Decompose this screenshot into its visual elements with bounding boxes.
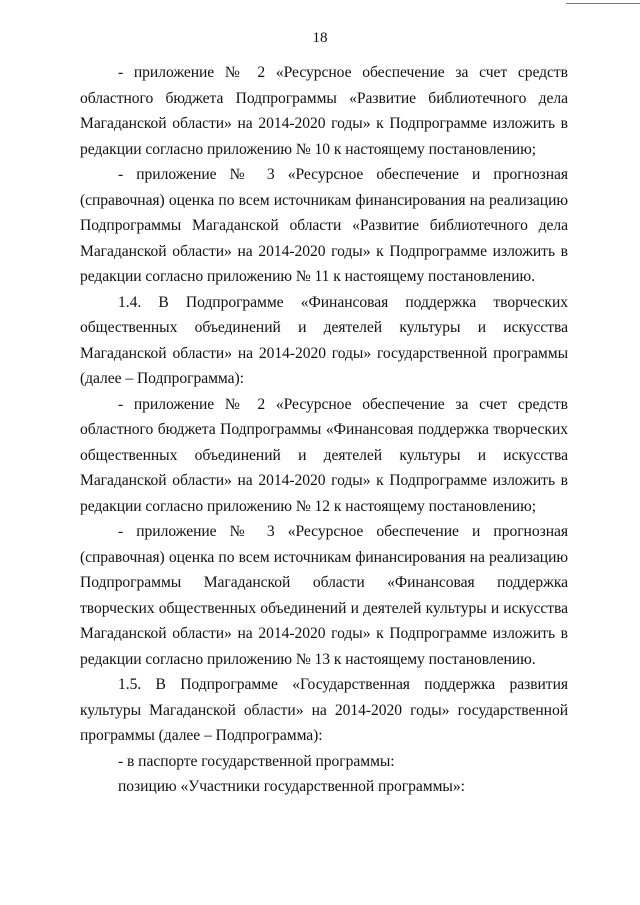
paragraph-passport: - в паспорте государственной программы:	[118, 752, 395, 770]
page-number: 18	[312, 30, 328, 46]
corner-rule-line	[566, 3, 640, 4]
paragraph-appendix-2-library: - приложение № 2 «Ресурсное обеспечение за счет средств областного бюджета Подпрограммы «Развитие библиотечного дела Магаданской области» на 2014-2020 годы» к Подпрограмме изложить в редакции согласно приложению № 10 к настоящему постановлению;	[80, 64, 568, 158]
paragraph-appendix-3-library: - приложение № 3 «Ресурсное обеспечение и прогнозная (справочная) оценка по всем источникам финансирования на реализацию Подпрограммы Магаданской области «Развитие библиотечного дела Магаданской области» на 2014-2020 годы» к Подпрограмме изложить в редакции согласно приложению № 11 к настоящему постановлению.	[80, 166, 568, 285]
document-body	[80, 60, 568, 800]
paragraph-1-5-state-support: 1.5. В Подпрограмме «Государственная поддержка развития культуры Магаданской области» на 2014-2020 годы» государственной программы (далее – Подпрограмма):	[80, 676, 568, 744]
paragraph-participants-position: позицию «Участники государственной программы»:	[118, 778, 465, 795]
paragraph-appendix-3-creative: - приложение № 3 «Ресурсное обеспечение и прогнозная (справочная) оценка по всем источникам финансирования на реализацию Подпрограммы Магаданской области «Финансовая поддержка творческих общественных объединений и деятелей культуры и искусства Магаданской области» на 2014-2020 годы» к Подпрограмме изложить в редакции согласно приложению № 13 к настоящему постановлению.	[80, 523, 568, 668]
paragraph-1-4-financial-support: 1.4. В Подпрограмме «Финансовая поддержка творческих общественных объединений и деятелей культуры и искусства Магаданской области» на 2014-2020 годы» государственной программы (далее – Подпрограмма):	[80, 293, 568, 387]
paragraph-appendix-2-creative: - приложение № 2 «Ресурсное обеспечение за счет средств областного бюджета Подпрограммы «Финансовая поддержка творческих общественных объединений и деятелей культуры и искусства Магаданской области» на 2014-2020 годы» к Подпрограмме изложить в редакции согласно приложению № 12 к настоящему постановлению;	[80, 395, 568, 515]
